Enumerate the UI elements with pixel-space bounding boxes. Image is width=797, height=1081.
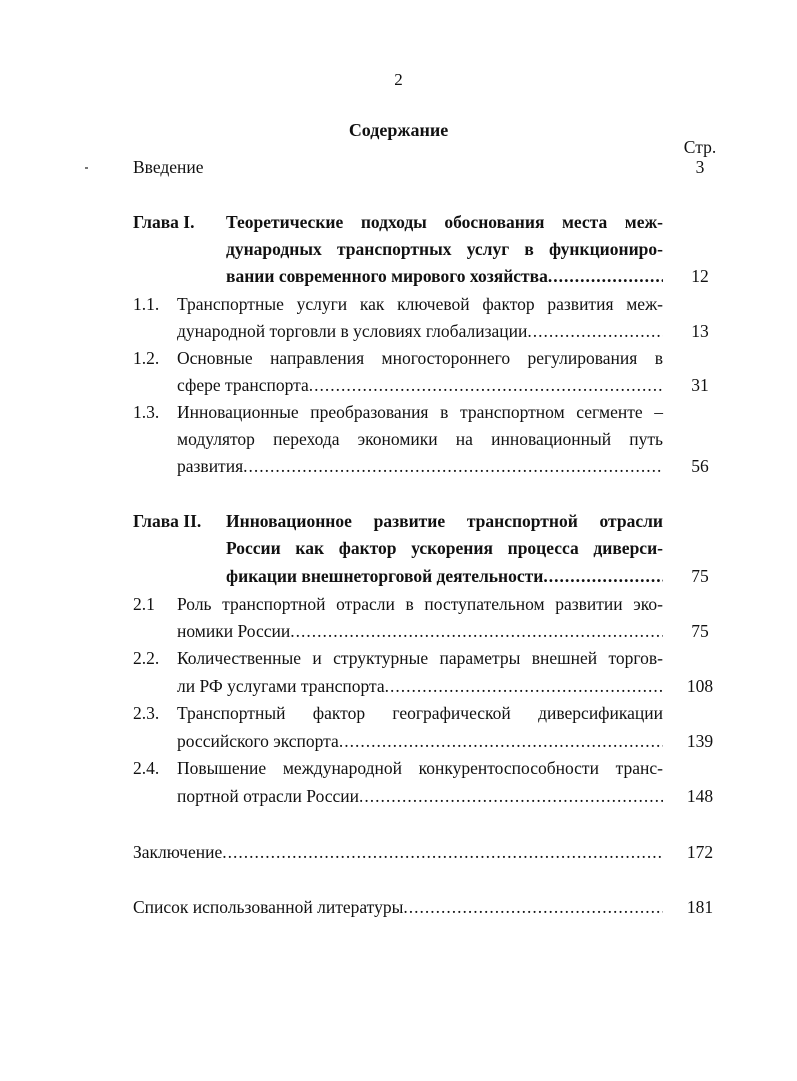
chapter-1-title-line3[interactable] — [226, 266, 663, 287]
section-2-2-line2-text: ли РФ услугами транспорта — [177, 676, 385, 696]
toc-references-page: 181 — [686, 897, 714, 917]
section-2-3-page: 139 — [686, 731, 714, 751]
section-2-4-number: 2.4. — [133, 758, 160, 778]
section-1-1-line2-text: дународной торговли в условиях глобализации — [177, 321, 528, 341]
toc-references[interactable] — [133, 897, 663, 918]
dot-leader — [339, 731, 663, 752]
chapter-1-page: 12 — [691, 266, 709, 286]
section-2-1-number: 2.1 — [133, 594, 155, 614]
page-title: Содержание — [348, 120, 449, 140]
chapter-1-title-line3-text: вании современного мирового хозяйства — [226, 266, 548, 286]
section-1-1-line1[interactable]: Транспортные услуги как ключевой фактор развития меж- — [177, 294, 663, 314]
section-1-2-page: 31 — [691, 375, 709, 395]
section-2-1-line2[interactable] — [177, 621, 663, 642]
dot-leader — [222, 842, 663, 863]
section-2-1-line1[interactable]: Роль транспортной отрасли в поступательном развитии эко- — [177, 594, 663, 614]
section-2-2-number: 2.2. — [133, 648, 160, 668]
dot-leader — [359, 786, 663, 807]
section-1-2-line1[interactable]: Основные направления многостороннего регулирования в — [177, 348, 663, 368]
section-2-1-line2-text: номики России — [177, 621, 291, 641]
section-2-3-number: 2.3. — [133, 703, 160, 723]
section-2-3-line2[interactable] — [177, 731, 663, 752]
chapter-2-label: Глава II. — [133, 511, 202, 531]
dot-leader — [548, 266, 663, 287]
dot-leader — [385, 676, 663, 697]
section-1-3-number: 1.3. — [133, 402, 160, 422]
section-2-3-line2-text: российского экспорта — [177, 731, 339, 751]
section-2-2-line1[interactable]: Количественные и структурные параметры внешней торгов- — [177, 648, 663, 668]
section-2-4-line2-text: портной отрасли России — [177, 786, 360, 806]
chapter-1-label: Глава I. — [133, 212, 195, 232]
toc-conclusion[interactable] — [133, 842, 663, 863]
section-2-1-page: 75 — [691, 621, 709, 641]
section-2-4-page: 148 — [686, 786, 714, 806]
section-2-4-line1[interactable]: Повышение международной конкурентоспособности транс- — [177, 758, 663, 778]
page-column-header: Стр. — [683, 137, 717, 157]
scan-speck — [85, 167, 88, 169]
toc-intro-page: 3 — [695, 157, 705, 177]
dot-leader — [403, 897, 663, 918]
section-1-2-line2[interactable] — [177, 375, 663, 396]
toc-intro-label[interactable]: Введение — [133, 157, 204, 177]
section-2-2-line2[interactable] — [177, 676, 663, 697]
dot-leader — [527, 321, 663, 342]
section-1-3-page: 56 — [691, 456, 709, 476]
section-1-2-line2-text: сфере транспорта — [177, 375, 309, 395]
section-1-3-line3-text: развития — [177, 456, 244, 476]
section-1-1-number: 1.1. — [133, 294, 160, 314]
chapter-2-title-line3[interactable] — [226, 566, 663, 587]
page-number: 2 — [394, 70, 403, 89]
section-2-4-line2[interactable] — [177, 786, 663, 807]
dot-leader — [309, 375, 663, 396]
chapter-1-title-line1[interactable]: Теоретические подходы обоснования места меж- — [226, 212, 663, 232]
chapter-2-title-line3-text: фикации внешнеторговой деятельности — [226, 566, 544, 586]
section-1-3-line2[interactable]: модулятор перехода экономики на инновационный путь — [177, 429, 663, 449]
section-1-3-line3[interactable] — [177, 456, 663, 477]
dot-leader — [290, 621, 663, 642]
toc-references-label: Список использованной литературы — [133, 897, 404, 917]
section-2-2-page: 108 — [686, 676, 714, 696]
chapter-1-title-line2[interactable]: дународных транспортных услуг в функциониро- — [226, 239, 663, 259]
chapter-2-title-line1[interactable]: Инновационное развитие транспортной отрасли — [226, 511, 663, 531]
section-1-3-line1[interactable]: Инновационные преобразования в транспортном сегменте – — [177, 402, 663, 422]
section-1-1-page: 13 — [691, 321, 709, 341]
section-2-3-line1[interactable]: Транспортный фактор географической диверсификации — [177, 703, 663, 723]
dot-leader — [243, 456, 663, 477]
chapter-2-page: 75 — [691, 566, 709, 586]
section-1-1-line2[interactable] — [177, 321, 663, 342]
dot-leader — [543, 566, 663, 587]
section-1-2-number: 1.2. — [133, 348, 160, 368]
toc-conclusion-page: 172 — [686, 842, 714, 862]
toc-conclusion-label: Заключение — [133, 842, 223, 862]
chapter-2-title-line2[interactable]: России как фактор ускорения процесса диверси- — [226, 538, 663, 558]
